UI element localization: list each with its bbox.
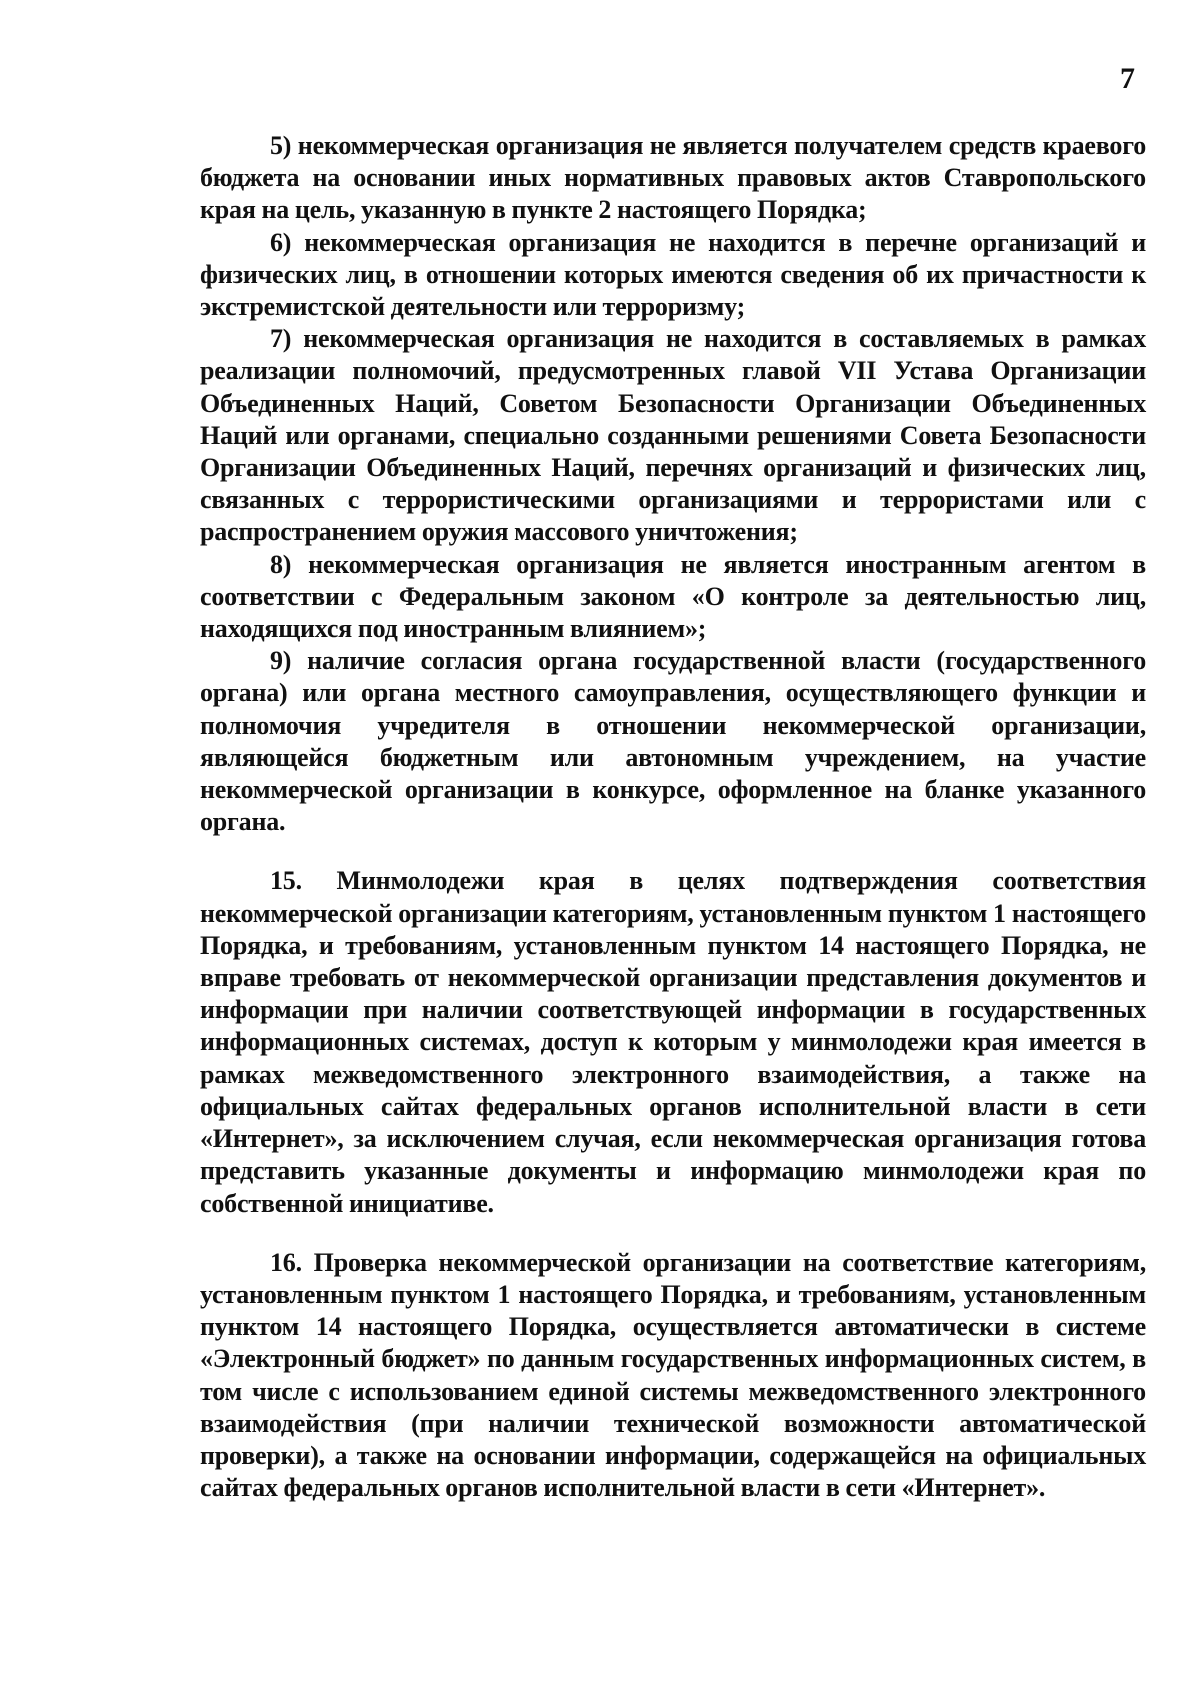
page-number: 7 (1120, 62, 1135, 95)
paragraph-section-15: 15. Минмолодежи края в целях подтверждения соответствия некоммерческой организации категориям, установленным пунктом 1 настоящего Порядка, и требованиям, установленным пунктом 14 настоящего Порядка, не вправе требовать от некоммерческой организации представления документов и информации при наличии соответствующей информации в государственных информационных системах, доступ к которым у минмолодежи края имеется в рамках межведомственного электронного взаимодействия, а также на официальных сайтах федеральных органов исполнительной власти в сети «Интернет», за исключением случая, если некоммерческая организация готова представить указанные документы и информацию минмолодежи края по собственной инициативе. (200, 866, 1146, 1218)
paragraph-item-6: 6) некоммерческая организация не находится в перечне организаций и физических лиц, в отношении которых имеются сведения об их причастности к экстремистской деятельности или терроризму; (200, 227, 1146, 322)
paragraph-item-7: 7) некоммерческая организация не находится в составляемых в рамках реализации полномочий, предусмотренных главой VII Устава Организации Объединенных Наций, Советом Безопасности Организации Объединенных Наций или органами, специально созданными решениями Совета Безопасности Организации Объединенных Наций, перечнях организаций и физических лиц, связанных с террористическими организациями и террористами или с распространением оружия массового уничтожения; (200, 324, 1146, 547)
paragraph-section-16: 16. Проверка некоммерческой организации на соответствие категориям, установленным пунктом 1 настоящего Порядка, и требованиям, установленным пунктом 14 настоящего Порядка, осуществляется автоматически в системе «Электронный бюджет» по данным государственных информационных систем, в том числе с использованием единой системы межведомственного электронного взаимодействия (при наличии технической возможности автоматической проверки), а также на основании информации, содержащейся на официальных сайтах федеральных органов исполнительной власти в сети «Интернет». (200, 1247, 1146, 1503)
paragraph-item-9: 9) наличие согласия органа государственной власти (государственного органа) или органа местного самоуправления, осуществляющего функции и полномочия учредителя в отношении некоммерческой организации, являющейся бюджетным или автономным учреждением, на участие некоммерческой организации в конкурсе, оформленное на бланке указанного органа. (200, 646, 1146, 837)
document-body (200, 130, 1146, 1504)
paragraph-item-5: 5) некоммерческая организация не является получателем средств краевого бюджета на основании иных нормативных правовых актов Ставропольского края на цель, указанную в пункте 2 настоящего Порядка; (200, 131, 1146, 225)
paragraph-item-8: 8) некоммерческая организация не является иностранным агентом в соответствии с Федеральным законом «О контроле за деятельностью лиц, находящихся под иностранным влиянием»; (200, 549, 1146, 644)
